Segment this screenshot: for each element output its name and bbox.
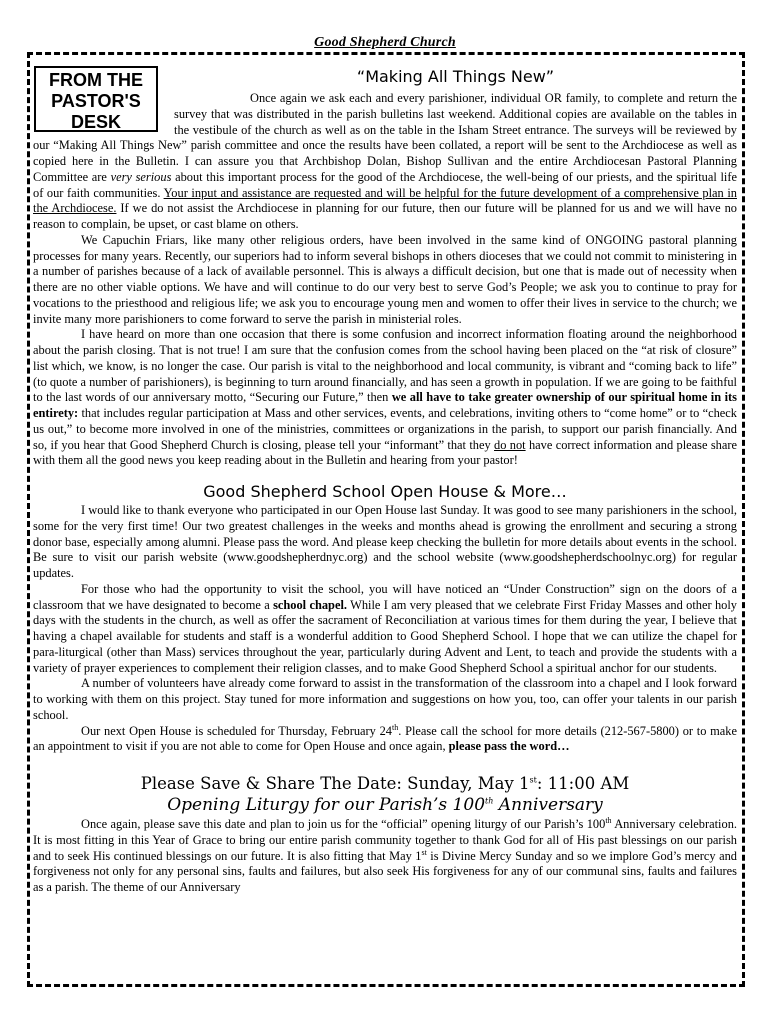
section1-paragraph-2: We Capuchin Friars, like many other religious orders, have been involved in the same kind of ONGOING pastoral planning processes for many years. Recently, our superiors had to inform several bishops in others dioceses that we could not commit to ministering in a number of parishes because of a lack of available personnel. This is always a difficult decision, but one that is made out of necessity when there are no other viable options. We have and will continue to do our very best to serve God’s People; we ask you to continue to pray for vocations to the priesthood and religious life; we ask you to encourage young men and women to offer their lives in service to the church; we invite many more parishioners to come forward to serve the parish in ministerial roles. xyxy=(33,232,737,326)
section1-paragraph-1: Once again we ask each and every parishioner, individual OR family, to complete and return the survey that was distributed in the parish bulletins last weekend. Additional copies are available on the tables in the vestibule of the church as well as on the table in the Isham Street entrance. The surveys will be reviewed by our “Making All Things New” parish committee and once the results have been collated, a report will be sent to the Archdiocese as well as copied here in the Bulletin. I can assure you that Archbishop Dolan, Bishop Sullivan and the entire Archdiocesan Pastoral Planning Committee are very serious about this important process for the good of the Archdiocese, the well-being of our priests, and the spiritual life of our faith communities. Your input and assistance are requested and will be helpful for the future development of a comprehensive plan in the Archdiocese. If we do not assist the Archdiocese in planning for our future, then our future will be planned for us and we will have no reason to complain, be upset, or cast blame on others. xyxy=(33,91,737,231)
pastor-box-line2: PASTOR'S xyxy=(51,91,141,111)
church-name-header: Good Shepherd Church xyxy=(314,35,456,50)
pastor-box-line1: FROM THE xyxy=(49,70,143,90)
section2-paragraph-3: A number of volunteers have already come forward to assist in the transformation of the classroom into a chapel and I look forward to working with them on this project. Stay tuned for more information and suggestions on how you, too, can offer your talents in our parish school. xyxy=(33,676,737,722)
section-title-save-the-date: Please Save & Share The Date: Sunday, May 1st: 11:00 AM xyxy=(140,774,630,793)
section2-paragraph-1: I would like to thank everyone who participated in our Open House last Sunday. It was good to see many parishioners in the school, some for the very first time! Our two greatest challenges in the weeks and months ahead is growing the enrollment and securing a strong donor base, especially among alumni. Please pass the word. And please keep checking the bulletin for more details about events in the school. Be sure to visit our parish website (www.goodshepherdnyc.org) and the school website (www.goodshepherdschoolnyc.org) for regular updates. xyxy=(33,503,738,580)
pastor-box-line3: DESK xyxy=(70,112,121,132)
bulletin-content xyxy=(33,65,737,896)
section2-paragraph-4: Our next Open House is scheduled for Thursday, February 24th. Please call the school for more details (212-567-5800) or to make an appointment to visit if you are not able to come for Open House and once again, please pass the word… xyxy=(33,722,737,754)
section1-paragraph-3: I have heard on more than one occasion that there is some confusion and incorrect information floating around the neighborhood about the parish closing. That is not true! I am sure that the confusion comes from the school having been placed on the “at risk of closure” list which, we know, is no longer the case. Our parish is vital to the neighborhood and local community, is vibrant and “coming back to life” (to quote a number of parishioners), is beginning to turn around financially, and has seen a growth in population. If we are going to be faithful to the last words of our anniversary motto, “Securing our Future,” then we all have to take greater ownership of our spiritual home in its entirety: that includes regular participation at Mass and other services, events, and celebrations, inviting others to “come home” or to “check us out,” to become more involved in one of the ministries, committees or organizations in the parish, to support our parish financially. And so, if you hear that Good Shepherd Church is closing, please tell your “informant” that they do not have correct information and please share with them all the good news you keep reading about in the Bulletin and hearing from your pastor! xyxy=(33,327,737,468)
section-title-making-all-things-new: “Making All Things New” xyxy=(356,67,555,86)
section-title-school-open-house: Good Shepherd School Open House & More… xyxy=(203,482,567,501)
section3-paragraph-1: Once again, please save this date and plan to join us for the “official” opening liturgy of our Parish’s 100th Anniversary celebration. It is most fitting in this Year of Grace to bring our entire parish community together to thank God for all of His past blessings on our parish and to seek His continued blessings on our future. It is also fitting that May 1st is Divine Mercy Sunday and so we implore God’s mercy and forgiveness not only for any personal sins, faults and failures, but also seek His forgiveness for any of our communal sins, faults and failures as a parish. The theme of our Anniversary xyxy=(33,815,737,894)
section-subtitle-opening-liturgy: Opening Liturgy for our Parish’s 100th Anniversary xyxy=(167,795,603,815)
section2-paragraph-2: For those who had the opportunity to visit the school, you will have noticed an “Under Construction” sign on the doors of a classroom that we have designated to become a school chapel. While I am very pleased that we celebrate First Friday Masses and other holy days with the students in the church, as well as offer the sacrament of Reconciliation at various times for them during the year, I believe that having a chapel available for students and staff is a wonderful addition to Good Shepherd School. I hope that we can utilize the chapel for para-liturgical (other than Mass) services throughout the year, particularly during Advent and Lent, to teach and provide the students with a variety of prayer experiences to complement their religion classes, and to make Good Shepherd School a spiritual anchor for our students. xyxy=(33,581,737,675)
from-the-pastors-desk-box xyxy=(34,66,158,132)
